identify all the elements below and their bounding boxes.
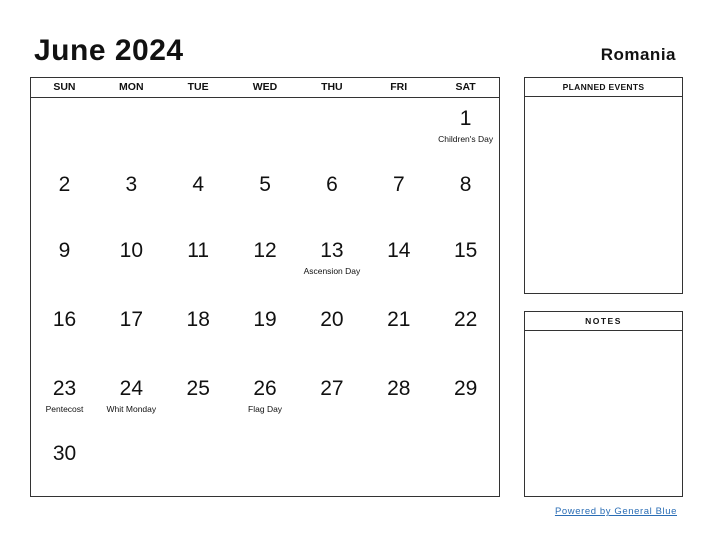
- day-number: 24: [119, 377, 144, 400]
- day-cell: [298, 239, 365, 277]
- day-grid: [31, 98, 499, 496]
- day-number: 13: [320, 239, 344, 262]
- weekday-mon: MON: [119, 81, 144, 93]
- day-cell: [365, 377, 432, 401]
- day-cell: [432, 308, 499, 332]
- weekday-sat: SAT: [455, 81, 476, 93]
- weekday-fri: FRI: [390, 81, 408, 93]
- day-cell: [232, 377, 299, 415]
- day-number: 20: [320, 308, 344, 331]
- day-cell: [432, 239, 499, 263]
- planned-events-panel: [524, 77, 683, 294]
- calendar-grid: [30, 77, 500, 497]
- day-cell: [165, 308, 232, 332]
- day-cell: [298, 173, 365, 197]
- day-cell: [165, 377, 232, 401]
- day-cell: [432, 173, 499, 197]
- country-label: Romania: [600, 45, 676, 64]
- day-cell: [232, 239, 299, 263]
- day-number: 19: [253, 308, 277, 331]
- day-number: 11: [187, 239, 210, 262]
- day-cell: [31, 173, 98, 197]
- day-number: 4: [192, 173, 205, 196]
- day-cell: [31, 442, 98, 466]
- weekday-thu: THU: [321, 81, 343, 93]
- notes-heading: NOTES: [525, 312, 682, 331]
- day-number: 16: [52, 308, 77, 331]
- day-number: 3: [125, 173, 138, 196]
- day-cell: [232, 308, 299, 332]
- day-number: 18: [186, 308, 210, 331]
- day-number: 27: [320, 377, 344, 400]
- day-number: 30: [52, 442, 77, 465]
- holiday-label: Pentecost: [45, 404, 84, 414]
- day-number: 22: [453, 308, 478, 331]
- weekday-sun: SUN: [53, 81, 76, 93]
- day-number: 17: [119, 308, 144, 331]
- day-cell: [31, 377, 98, 415]
- holiday-label: Whit Monday: [106, 404, 157, 414]
- day-cell: [98, 377, 165, 415]
- day-number: 8: [459, 173, 472, 196]
- powered-by-link[interactable]: Powered by General Blue: [554, 506, 677, 517]
- weekday-tue: TUE: [187, 81, 209, 93]
- day-cell: [165, 239, 232, 263]
- day-cell: [31, 308, 98, 332]
- notes-panel: [524, 311, 683, 497]
- holiday-label: Children's Day: [438, 134, 494, 144]
- day-cell: [98, 308, 165, 332]
- day-number: 15: [453, 239, 478, 262]
- day-number: 12: [253, 239, 277, 262]
- weekday-header: [31, 78, 499, 98]
- day-number: 25: [186, 377, 210, 400]
- holiday-label: Ascension Day: [303, 266, 361, 276]
- day-number: 2: [58, 173, 71, 196]
- day-number: 29: [453, 377, 478, 400]
- day-cell: [365, 308, 432, 332]
- day-number: 7: [392, 173, 405, 196]
- day-cell: [31, 239, 98, 263]
- day-number: 9: [58, 239, 71, 262]
- day-cell: [298, 308, 365, 332]
- day-number: 1: [459, 107, 472, 130]
- day-number: 26: [253, 377, 277, 400]
- day-number: 28: [387, 377, 411, 400]
- holiday-label: Flag Day: [248, 404, 283, 414]
- day-number: 23: [52, 377, 77, 400]
- day-cell: [432, 107, 499, 145]
- day-number: 6: [326, 173, 338, 196]
- page-title: June 2024: [34, 34, 184, 67]
- planned-events-heading: PLANNED EVENTS: [525, 78, 682, 97]
- day-cell: [232, 173, 299, 197]
- day-number: 21: [387, 308, 411, 331]
- day-cell: [298, 377, 365, 401]
- day-cell: [432, 377, 499, 401]
- day-number: 14: [387, 239, 411, 262]
- day-number: 5: [259, 173, 271, 196]
- day-cell: [98, 173, 165, 197]
- day-cell: [365, 239, 432, 263]
- day-cell: [365, 173, 432, 197]
- day-number: 10: [119, 239, 144, 262]
- weekday-wed: WED: [252, 81, 278, 93]
- day-cell: [165, 173, 232, 197]
- day-cell: [98, 239, 165, 263]
